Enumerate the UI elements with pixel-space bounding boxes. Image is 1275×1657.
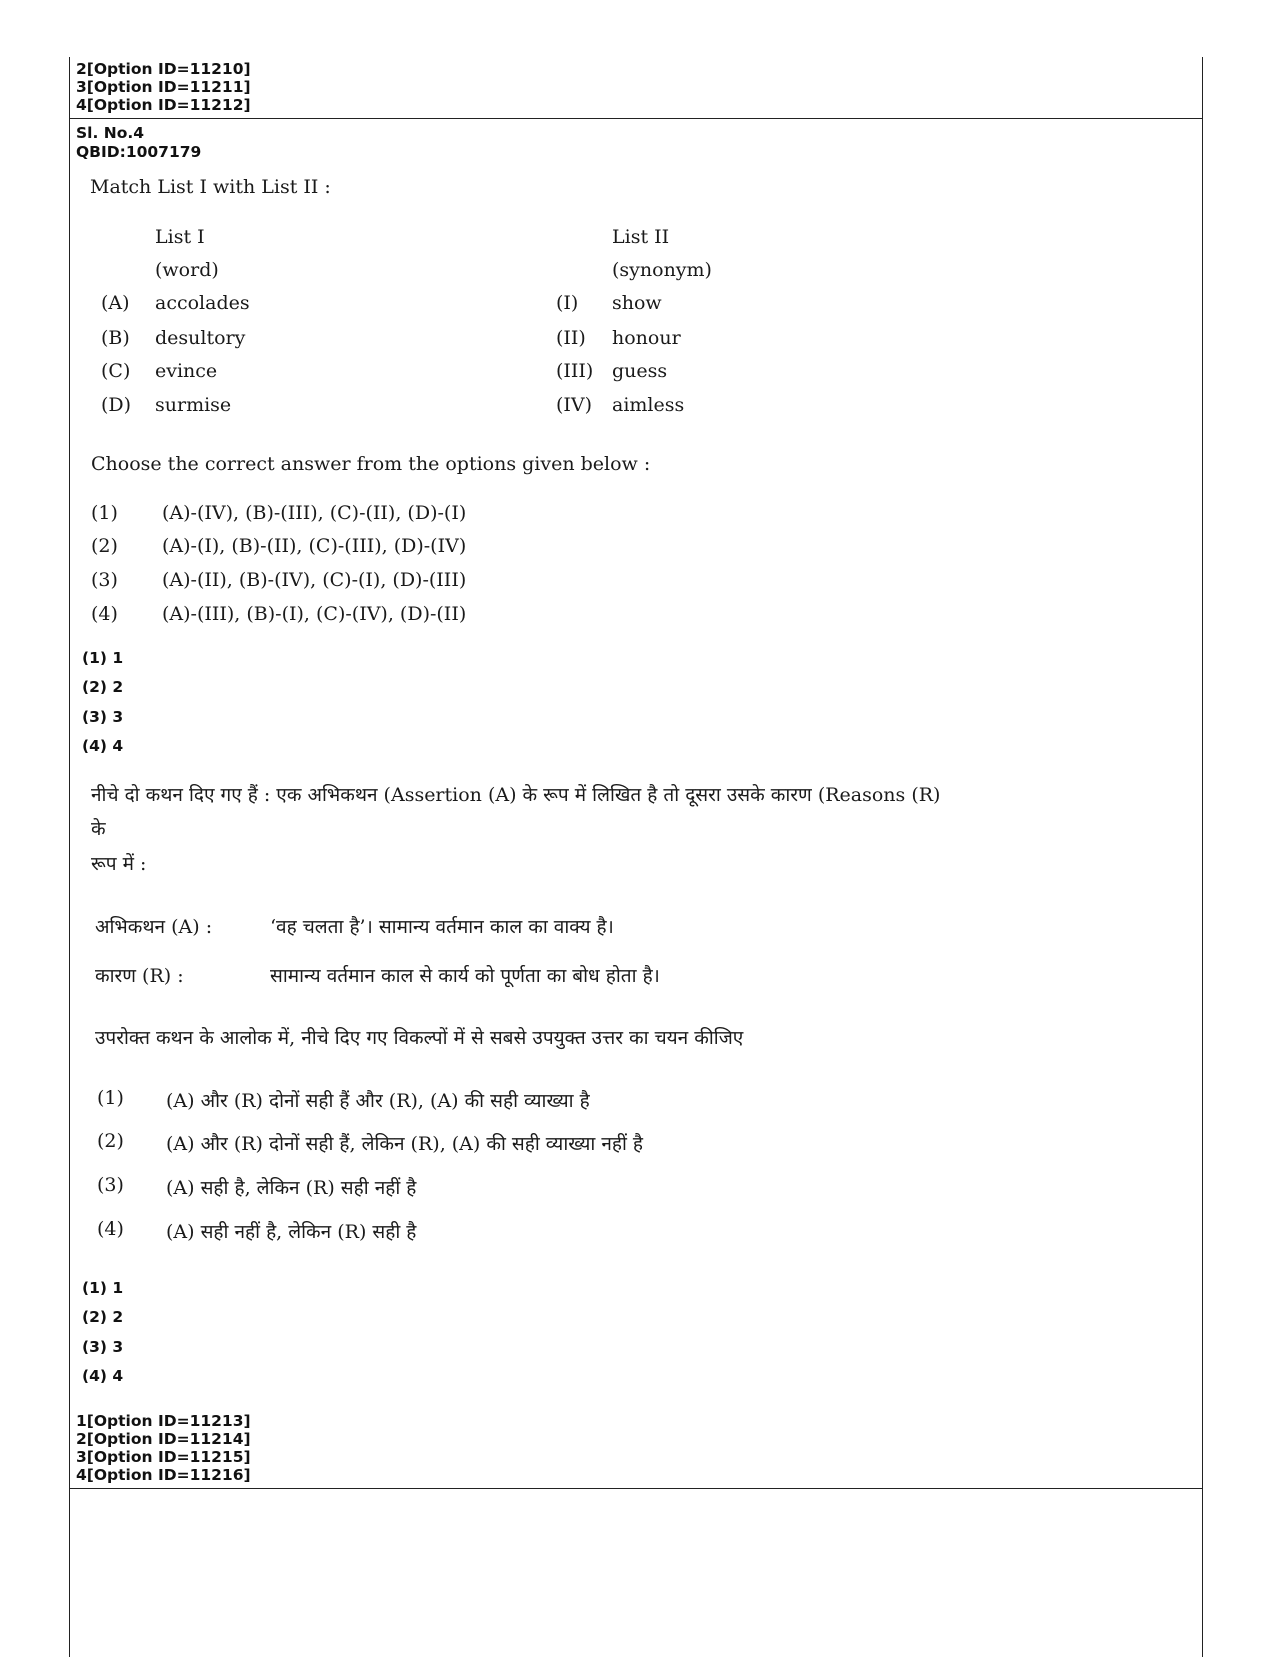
option-text: (A)-(I), (B)-(II), (C)-(III), (D)-(IV) bbox=[162, 535, 467, 557]
option-id-line: 4[Option ID=11216] bbox=[76, 1466, 251, 1484]
question-intro: रूप में : bbox=[91, 853, 147, 875]
answer-choice[interactable]: (4) 4 bbox=[82, 1367, 124, 1385]
question-prompt: Match List I with List II : bbox=[90, 176, 331, 198]
option-number: (2) bbox=[91, 535, 118, 557]
answer-choice[interactable]: (3) 3 bbox=[82, 708, 124, 726]
answer-choice[interactable]: (1) 1 bbox=[82, 1279, 124, 1297]
list1-word: evince bbox=[155, 360, 218, 382]
assertion-text: ‘वह चलता है’। सामान्य वर्तमान काल का वाक्य है। bbox=[270, 916, 614, 938]
option-id-line: 3[Option ID=11215] bbox=[76, 1448, 251, 1466]
option-text: (A) और (R) दोनों सही हैं और (R), (A) की सही व्याख्या है bbox=[166, 1090, 590, 1112]
list1-heading: List I bbox=[155, 226, 205, 248]
answer-choice[interactable]: (2) 2 bbox=[82, 1308, 124, 1326]
list2-label: (II) bbox=[556, 327, 586, 349]
option-number: (3) bbox=[91, 569, 118, 591]
answer-choice[interactable]: (1) 1 bbox=[82, 649, 124, 667]
list1-label: (A) bbox=[101, 292, 130, 314]
option-number: (1) bbox=[91, 502, 118, 524]
list2-word: aimless bbox=[612, 394, 685, 416]
option-id-line: 2[Option ID=11214] bbox=[76, 1430, 251, 1448]
option-number: (4) bbox=[91, 603, 118, 625]
choose-instruction: Choose the correct answer from the options given below : bbox=[91, 453, 651, 475]
option-id-line: 1[Option ID=11213] bbox=[76, 1412, 251, 1430]
question-id: QBID:1007179 bbox=[76, 143, 202, 161]
choose-instruction: उपरोक्त कथन के आलोक में, नीचे दिए गए विकल्पों में से सबसे उपयुक्त उत्तर का चयन कीजिए bbox=[95, 1027, 744, 1049]
option-text: (A) सही नहीं है, लेकिन (R) सही है bbox=[166, 1221, 417, 1243]
assertion-label: अभिकथन (A) : bbox=[95, 916, 213, 938]
divider bbox=[69, 1488, 1203, 1489]
serial-number: Sl. No.4 bbox=[76, 124, 145, 142]
list2-subheading: (synonym) bbox=[612, 259, 712, 281]
option-text: (A)-(II), (B)-(IV), (C)-(I), (D)-(III) bbox=[162, 569, 467, 591]
divider bbox=[69, 118, 1203, 119]
list1-label: (D) bbox=[101, 394, 132, 416]
option-number: (3) bbox=[97, 1174, 124, 1196]
option-id-line: 2[Option ID=11210] bbox=[76, 60, 251, 78]
reason-text: सामान्य वर्तमान काल से कार्य को पूर्णता का बोध होता है। bbox=[270, 965, 660, 987]
list2-heading: List II bbox=[612, 226, 670, 248]
option-text: (A)-(IV), (B)-(III), (C)-(II), (D)-(I) bbox=[162, 502, 467, 524]
option-text: (A) और (R) दोनों सही हैं, लेकिन (R), (A) की सही व्याख्या नहीं है bbox=[166, 1133, 644, 1155]
answer-choice[interactable]: (3) 3 bbox=[82, 1338, 124, 1356]
list1-label: (C) bbox=[101, 360, 131, 382]
list2-word: honour bbox=[612, 327, 681, 349]
question-intro: के bbox=[91, 818, 106, 840]
option-id-line: 4[Option ID=11212] bbox=[76, 96, 251, 114]
option-text: (A)-(III), (B)-(I), (C)-(IV), (D)-(II) bbox=[162, 603, 467, 625]
list1-word: surmise bbox=[155, 394, 232, 416]
list1-subheading: (word) bbox=[155, 259, 219, 281]
answer-choice[interactable]: (2) 2 bbox=[82, 678, 124, 696]
list1-label: (B) bbox=[101, 327, 130, 349]
list2-word: show bbox=[612, 292, 662, 314]
reason-label: कारण (R) : bbox=[95, 965, 184, 987]
list2-label: (III) bbox=[556, 360, 594, 382]
list2-label: (I) bbox=[556, 292, 579, 314]
option-id-line: 3[Option ID=11211] bbox=[76, 78, 251, 96]
list1-word: desultory bbox=[155, 327, 246, 349]
list2-label: (IV) bbox=[556, 394, 593, 416]
list1-word: accolades bbox=[155, 292, 250, 314]
option-number: (1) bbox=[97, 1087, 124, 1109]
list2-word: guess bbox=[612, 360, 668, 382]
option-number: (4) bbox=[97, 1218, 124, 1240]
option-text: (A) सही है, लेकिन (R) सही नहीं है bbox=[166, 1177, 417, 1199]
answer-choice[interactable]: (4) 4 bbox=[82, 737, 124, 755]
option-number: (2) bbox=[97, 1130, 124, 1152]
question-intro: नीचे दो कथन दिए गए हैं : एक अभिकथन (Assertion (A) के रूप में लिखित है तो दूसरा उसके कारण (Reasons (R) bbox=[91, 784, 941, 806]
